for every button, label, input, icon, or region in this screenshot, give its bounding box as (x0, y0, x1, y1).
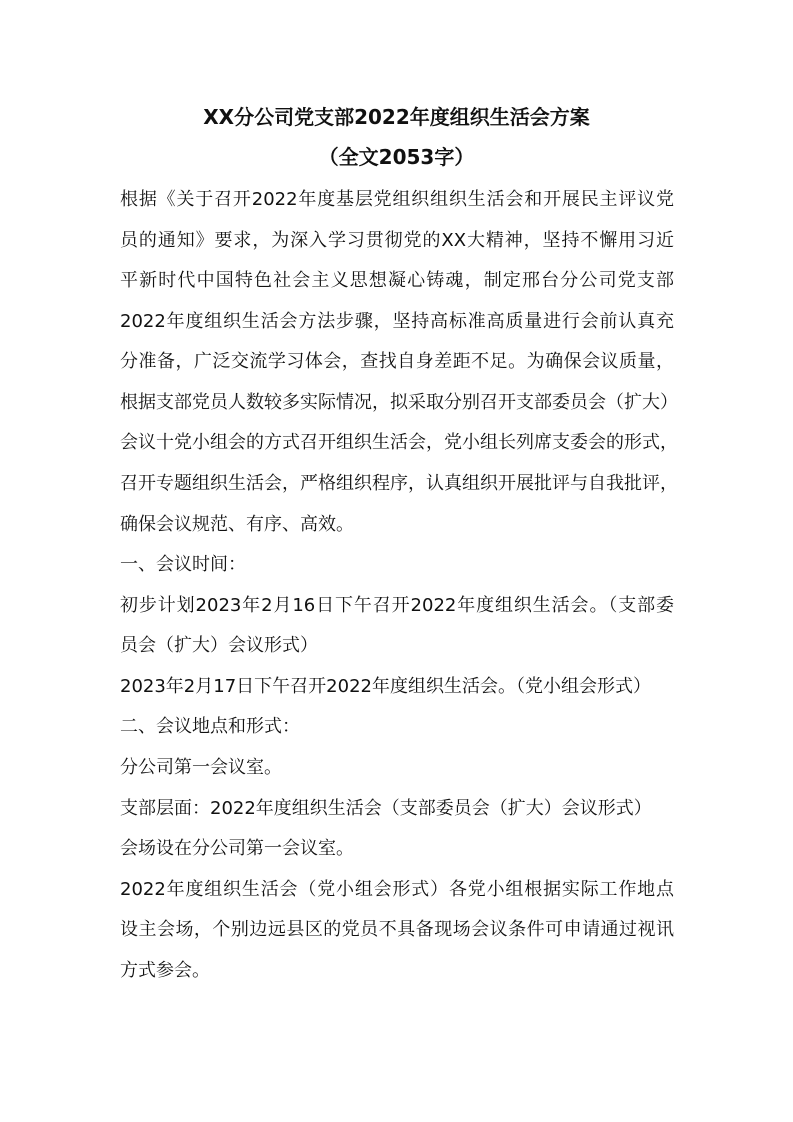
body-line: 方式参会。 (120, 960, 210, 981)
body-line: 2022年度组织生活会（党小组会形式）各党小组根据实际工作地点 (120, 879, 674, 900)
document-title: XX分公司党支部2022年度组织生活会方案 (203, 105, 590, 129)
body-line: 召开专题组织生活会，严格组织程序，认真组织开展批评与自我批评， (120, 473, 678, 494)
body-line: 员会（扩大）会议形式） (120, 635, 318, 656)
section-heading: 一、会议时间： (120, 554, 246, 575)
body-line: 设主会场，个别边远县区的党员不具备现场会议条件可申请通过视讯 (120, 919, 674, 940)
body-line: 平新时代中国特色社会主义思想凝心铸魂，制定邢台分公司党支部 (120, 270, 674, 291)
body-line: 分准备，广泛交流学习体会，查找自身差距不足。为确保会议质量， (120, 351, 674, 372)
section-heading: 二、会议地点和形式： (120, 716, 300, 737)
body-line: 根据《关于召开2022年度基层党组织组织生活会和开展民主评议党 (120, 189, 674, 210)
document-subtitle: （全文2053字） (318, 145, 475, 169)
body-line: 员的通知》要求，为深入学习贯彻党的XX大精神，坚持不懈用习近 (120, 230, 674, 251)
body-line: 会场设在分公司第一会议室。 (120, 838, 354, 859)
body-line: 根据支部党员人数较多实际情况，拟采取分别召开支部委员会（扩大） (120, 392, 678, 413)
body-line: 确保会议规范、有序、高效。 (120, 514, 354, 535)
body-line: 分公司第一会议室。 (120, 757, 282, 778)
body-line: 2022年度组织生活会方法步骤，坚持高标准高质量进行会前认真充 (120, 311, 674, 332)
body-line: 支部层面：2022年度组织生活会（支部委员会（扩大）会议形式） (120, 798, 652, 819)
body-line: 初步计划2023年2月16日下午召开2022年度组织生活会。（支部委 (120, 595, 674, 616)
body-line: 会议十党小组会的方式召开组织生活会，党小组长列席支委会的形式， (120, 432, 678, 453)
body-line: 2023年2月17日下午召开2022年度组织生活会。（党小组会形式） (120, 676, 651, 697)
